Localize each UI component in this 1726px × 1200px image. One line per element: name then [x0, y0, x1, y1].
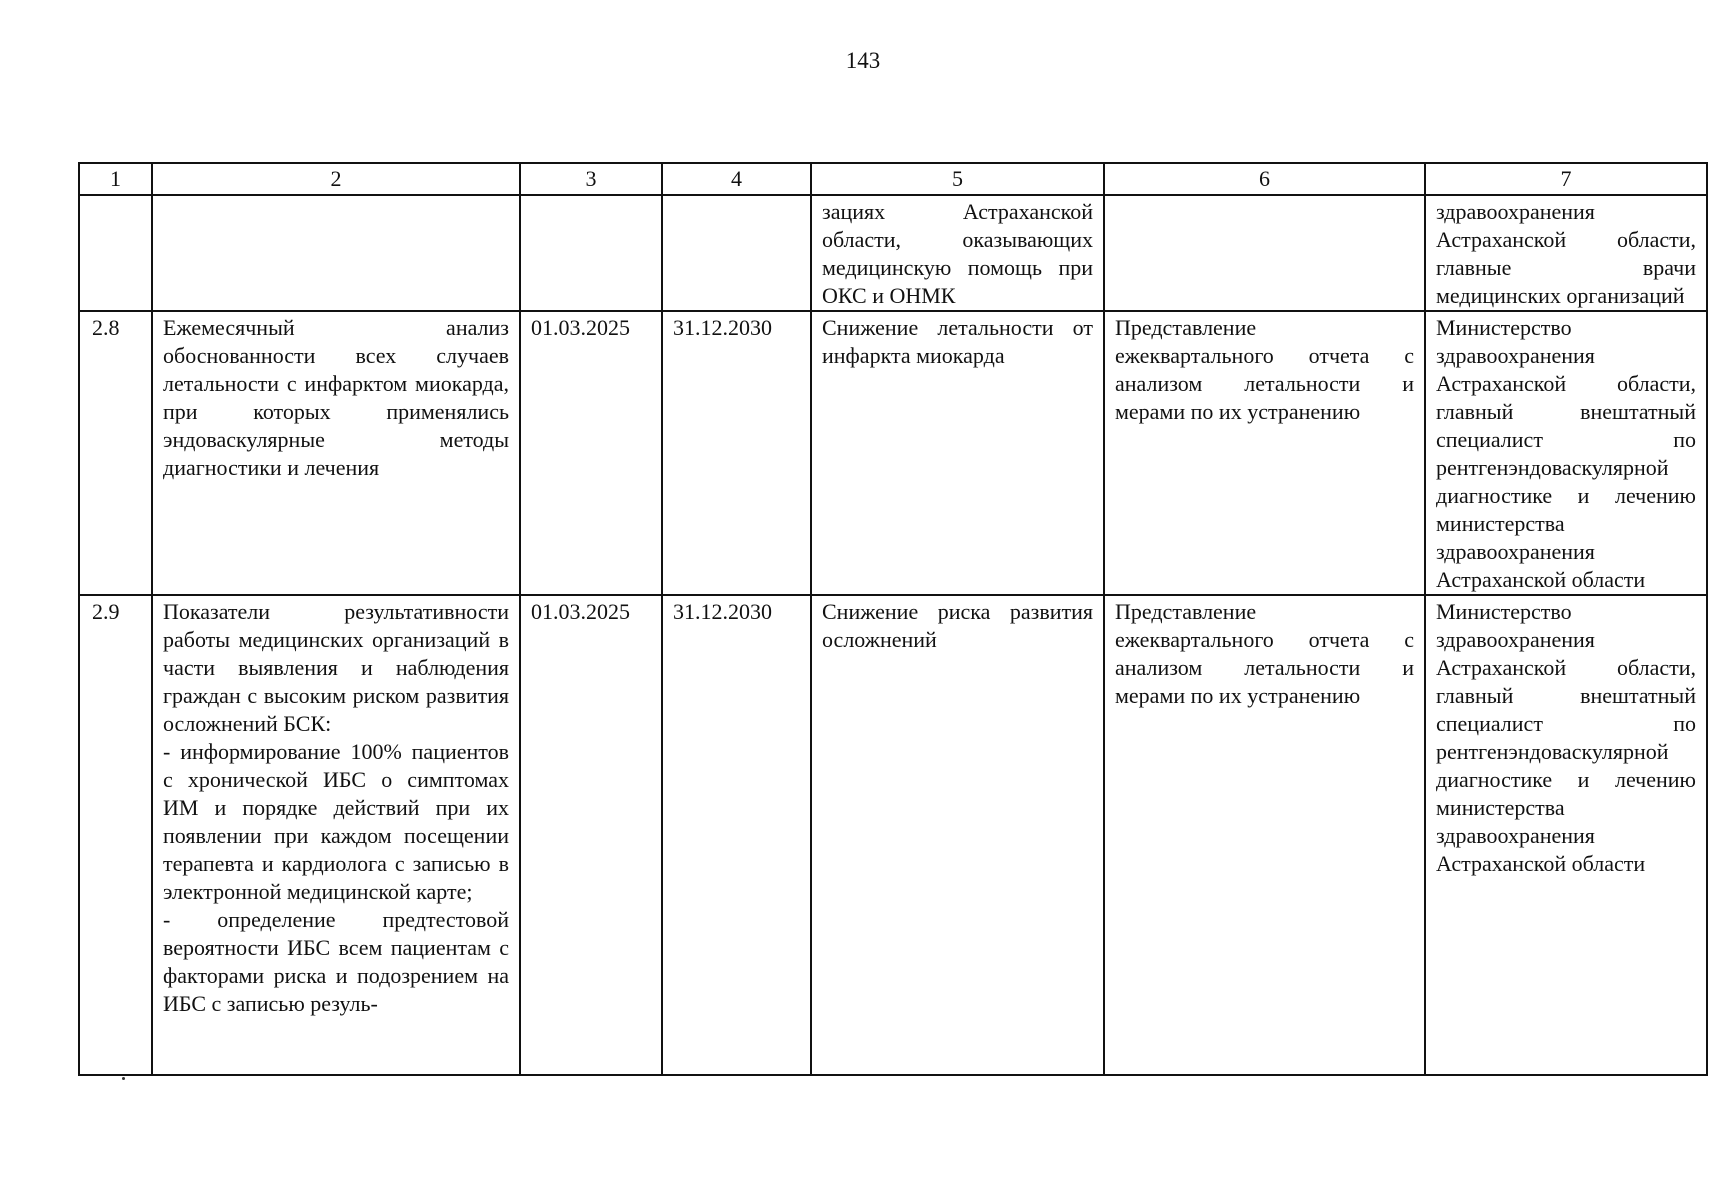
header-cell-1: 1 [79, 163, 152, 195]
cell-responsible: здравоохранения Астраханской области, главные врачи медицинских организаций [1425, 195, 1707, 311]
table-row [79, 595, 1707, 1075]
cell-start-date: 01.03.2025 [520, 311, 662, 595]
activity-plan-table [78, 162, 1708, 1076]
cell-activity: Ежемесячный анализ обоснованности всех случаев летальности с инфарктом миокарда, при которых применялись эндоваскулярные методы диагностики и лечения [152, 311, 520, 595]
cell-num [79, 195, 152, 311]
header-cell-3: 3 [520, 163, 662, 195]
cell-responsible: Министерство здравоохранения Астраханской области, главный внештатный специалист по рентгенэндоваскулярной диагностике и лечению министерства здравоохранения Астраханской области [1425, 311, 1707, 595]
activity-item: - определение предтестовой вероятности ИБС всем пациентам с факторами риска и подозрением на ИБС с записью резуль- [163, 907, 509, 1016]
header-cell-2: 2 [152, 163, 520, 195]
cell-num: 2.8 [79, 311, 152, 595]
header-cell-5: 5 [811, 163, 1104, 195]
cell-num: 2.9 [79, 595, 152, 1075]
table-row [79, 311, 1707, 595]
activity-intro: Показатели результативности работы медицинских организаций в части выявления и наблюдения граждан с высоким риском развития осложнений БСК: [163, 599, 509, 736]
table-row-continuation [79, 195, 1707, 311]
cell-result: Снижение летальности от инфаркта миокарда [811, 311, 1104, 595]
cell-activity [152, 195, 520, 311]
cell-activity [152, 595, 520, 1075]
cell-start-date [520, 195, 662, 311]
cell-result: зациях Астраханской области, оказывающих медицинскую помощь при ОКС и ОНМК [811, 195, 1104, 311]
cell-control [1104, 195, 1425, 311]
cell-responsible: Министерство здравоохранения Астраханской области, главный внештатный специалист по рентгенэндоваскулярной диагностике и лечению министерства здравоохранения Астраханской области [1425, 595, 1707, 1075]
cell-control: Представление ежеквартального отчета с анализом летальности и мерами по их устранению [1104, 311, 1425, 595]
page-number: 143 [845, 48, 881, 73]
cell-result: Снижение риска развития осложнений [811, 595, 1104, 1075]
scan-speck [122, 1077, 125, 1080]
cell-control: Представление ежеквартального отчета с анализом летальности и мерами по их устранению [1104, 595, 1425, 1075]
header-cell-4: 4 [662, 163, 811, 195]
cell-end-date [662, 195, 811, 311]
header-cell-7: 7 [1425, 163, 1707, 195]
cell-end-date: 31.12.2030 [662, 595, 811, 1075]
cell-start-date: 01.03.2025 [520, 595, 662, 1075]
cell-end-date: 31.12.2030 [662, 311, 811, 595]
header-row [79, 163, 1707, 195]
activity-item: - информирование 100% пациентов с хронической ИБС о симптомах ИМ и порядке действий при их появлении при каждом посещении терапевта и кардиолога с записью в электронной медицинской карте; [163, 739, 509, 904]
header-cell-6: 6 [1104, 163, 1425, 195]
